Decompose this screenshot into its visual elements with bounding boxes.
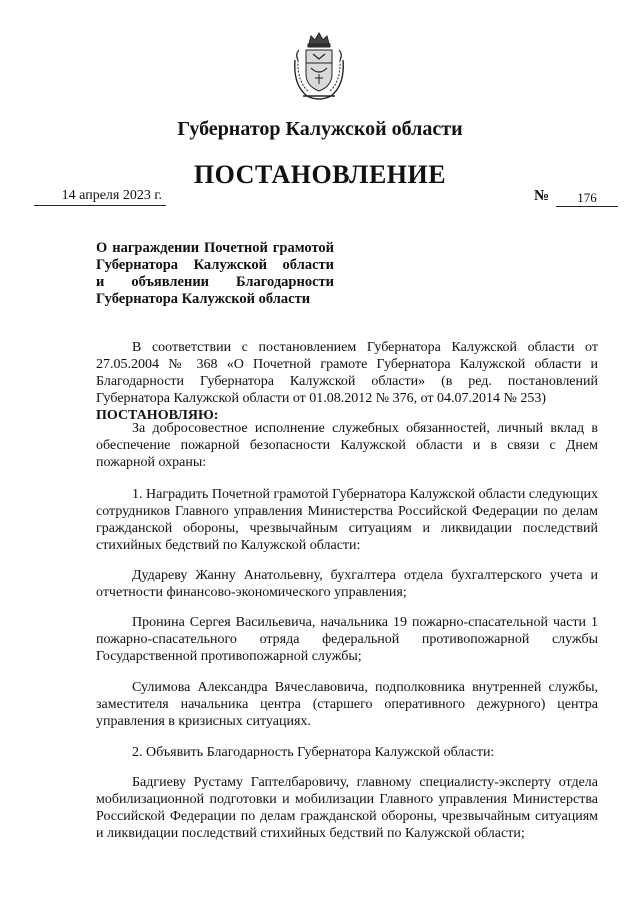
gratitude-text: Бадгиеву Рустаму Гаптелбаровичу, главному специалисту-эксперту отдела мобилизационной подготовки и мобилизации Главного управления Министерства Российской Федерации по делам гражданской обороны, чрезвычайным ситуациям и ликвидации последствий стихийных бедствий по Калужской области; — [96, 775, 598, 841]
subject-line: Губернатора Калужской области — [96, 257, 334, 273]
document-type-title: ПОСТАНОВЛЕНИЕ — [193, 160, 447, 189]
document-subject — [96, 240, 334, 308]
governor-title: Губернатор Калужской области — [177, 118, 463, 140]
item-1-text: 1. Наградить Почетной грамотой Губернатора Калужской области следующих сотрудников Главного управления Министерства Российской Федерации по делам гражданской обороны, чрезвычайным ситуациям и ликвидации последствий стихийных бедствий по Калужской области: — [96, 487, 598, 553]
number-label: № — [534, 188, 550, 204]
awardee-text: Дудареву Жанну Анатольевну, бухгалтера отдела бухгалтерского учета и отчетности финансово-экономического управления; — [96, 568, 598, 600]
item-2-paragraph — [96, 744, 598, 761]
document-number: 176 — [556, 190, 618, 207]
resolve-heading: ПОСТАНОВЛЯЮ: — [96, 408, 219, 423]
item-1-paragraph — [96, 486, 598, 554]
preamble-paragraph: В соответствии с постановлением Губернатора Калужской области от 27.05.2004 № 368 «О Почетной грамоте Губернатора Калужской области и Благодарности Губернатора Калужской области» (в ред. постановлений Губернатора Калужской области от 01.08.2012 № 376, от 04.07.2014 № 253) — [96, 340, 598, 406]
awardee-text: Пронина Сергея Васильевича, начальника 19 пожарно-спасательной части 1 пожарно-спасательного отряда федеральной противопожарной службы Государственной противопожарной службы; — [96, 615, 598, 664]
awardee-text: Сулимова Александра Вячеславовича, подполковника внутренней службы, заместителя начальника центра (старшего оперативного дежурного) центра управления в кризисных ситуациях. — [96, 680, 598, 729]
gratitude-paragraph — [96, 774, 598, 842]
coat-of-arms-icon — [289, 30, 349, 102]
reason-paragraph — [96, 420, 598, 471]
subject-line: и объявлении Благодарности — [96, 274, 334, 290]
reason-text: За добросовестное исполнение служебных обязанностей, личный вклад в обеспечение пожарной безопасности Калужской области и в связи с Днем пожарной охраны: — [96, 421, 598, 470]
preamble-block — [96, 339, 598, 424]
awardee-paragraph — [96, 614, 598, 665]
awardee-paragraph — [96, 679, 598, 730]
document-date: 14 апреля 2023 г. — [34, 188, 166, 206]
subject-line: О награждении Почетной грамотой — [96, 240, 334, 256]
subject-line: Губернатора Калужской области — [96, 291, 311, 307]
item-2-text: 2. Объявить Благодарность Губернатора Калужской области: — [132, 745, 495, 760]
awardee-paragraph — [96, 567, 598, 601]
